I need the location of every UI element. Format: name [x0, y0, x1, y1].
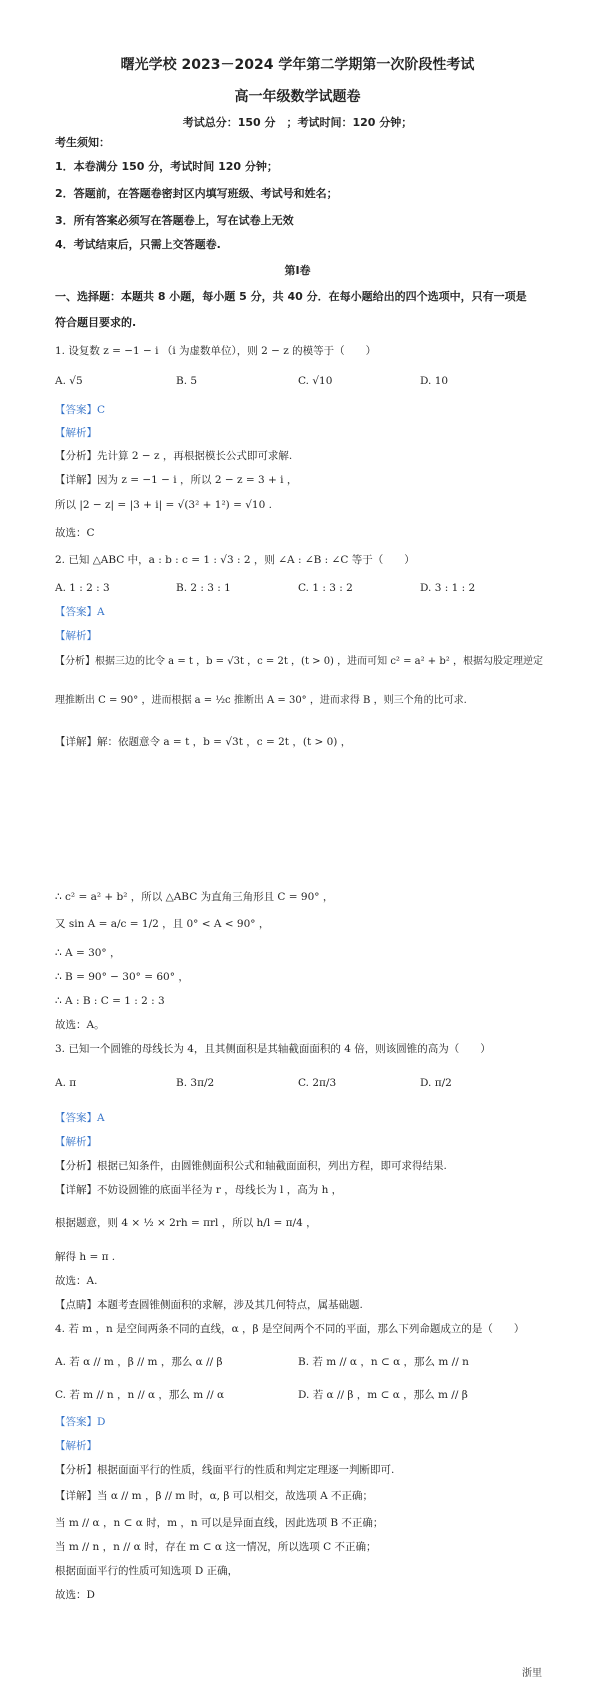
q2-answer: 【答案】A: [55, 606, 105, 618]
q4-step: 根据面面平行的性质可知选项 D 正确，: [55, 1565, 239, 1577]
q2-fenxi: 【分析】根据三边的比令 a = t ，b = √3t ，c = 2t ，(t > 0) ，进而可知 c² = a² + b² ，根据勾股定理逆定: [55, 656, 543, 667]
q4-step: 当 m // n ，n // α 时，存在 m ⊂ α 这一情况，所以选项 C 不正确；: [55, 1541, 377, 1553]
notice-item: 4．考试结束后，只需上交答题卷.: [55, 238, 221, 251]
question-4-stem: 4. 若 m ，n 是空间两条不同的直线，α ，β 是空间两个不同的平面，那么下列命题成立的是（ ）: [55, 1323, 525, 1335]
q3-dianjing: 【点睛】本题考查圆锥侧面积的求解，涉及其几何特点，属基础题.: [55, 1299, 363, 1311]
notice-item: 1．本卷满分 150 分，考试时间 120 分钟；: [55, 160, 278, 173]
q2-analysis-tag: 【解析】: [55, 630, 97, 642]
q2-fenxi: 理推断出 C = 90° ，进而根据 a = ½c 推断出 A = 30° ，进而求得 B ，则三个角的比可求.: [55, 695, 467, 706]
q4-choice: 故选：D: [55, 1589, 95, 1601]
q1-analysis-tag: 【解析】: [55, 427, 97, 439]
q3-option-b: B. 3π/2: [176, 1077, 215, 1089]
q1-xiangjie: 【详解】因为 z = −1 − i ，所以 2 − z = 3 + i ，: [55, 474, 298, 486]
section-intro: 符合题目要求的.: [55, 316, 137, 329]
notice-heading: 考生须知：: [55, 136, 110, 149]
q2-step: ∴ A = 30° ，: [55, 947, 121, 959]
q1-calc: 所以 |2 − z| = |3 + i| = √(3² + 1²) = √10 .: [55, 499, 272, 511]
exam-meta: 考试总分：150 分 ；考试时间：120 分钟；: [182, 116, 413, 129]
q1-option-d: D. 10: [420, 375, 449, 387]
q2-option-c: C. 1 : 3 : 2: [298, 582, 353, 594]
q2-step: 又 sin A = a/c = 1/2 ，且 0° < A < 90° ，: [55, 918, 270, 930]
q1-fenxi: 【分析】先计算 2 − z ，再根据模长公式即可求解.: [55, 450, 293, 462]
q2-xiangjie: 【详解】解：依题意令 a = t ，b = √3t ，c = 2t ，(t > 0) ，: [55, 736, 352, 748]
q4-fenxi: 【分析】根据面面平行的性质，线面平行的性质和判定定理逐一判断即可.: [55, 1464, 395, 1476]
q2-option-b: B. 2 : 3 : 1: [176, 582, 231, 594]
q1-option-a: A. √5: [55, 375, 83, 387]
q3-answer: 【答案】A: [55, 1112, 105, 1124]
q2-choice: 故选：A。: [55, 1019, 105, 1031]
q3-analysis-tag: 【解析】: [55, 1136, 97, 1148]
q1-choice: 故选：C: [55, 527, 95, 539]
q1-option-c: C. √10: [298, 375, 333, 387]
q2-option-d: D. 3 : 1 : 2: [420, 582, 476, 594]
question-2-stem: 2. 已知 △ABC 中，a : b : c = 1 : √3 : 2 ，则 ∠A : ∠B : ∠C 等于（ ）: [55, 554, 415, 566]
q4-option-c: C. 若 m // n ，n // α ，那么 m // α: [55, 1389, 225, 1401]
notice-item: 2．答题前，在答题卷密封区内填写班级、考试号和姓名；: [55, 187, 338, 200]
q4-answer: 【答案】D: [55, 1416, 106, 1428]
q3-option-c: C. 2π/3: [298, 1077, 337, 1089]
q3-calc: 根据题意，则 4 × ½ × 2rh = πrl ，所以 h/l = π/4 ，: [55, 1217, 317, 1229]
q2-step: ∴ A : B : C = 1 : 2 : 3: [55, 995, 165, 1007]
q4-option-b: B. 若 m // α ，n ⊂ α ，那么 m // n: [298, 1356, 469, 1368]
q3-choice: 故选：A.: [55, 1275, 98, 1287]
q4-option-d: D. 若 α // β ，m ⊂ α ，那么 m // β: [298, 1389, 468, 1401]
q3-xiangjie: 【详解】不妨设圆锥的底面半径为 r ，母线长为 l ，高为 h ，: [55, 1184, 343, 1196]
q2-step: ∴ c² = a² + b² ，所以 △ABC 为直角三角形且 C = 90° ，: [55, 891, 334, 903]
q3-fenxi: 【分析】根据已知条件，由圆锥侧面积公式和轴截面面积，列出方程，即可求得结果.: [55, 1160, 447, 1172]
q3-result: 解得 h = π .: [55, 1251, 116, 1263]
question-3-stem: 3. 已知一个圆锥的母线长为 4，且其侧面积是其轴截面面积的 4 倍，则该圆锥的高为（ ）: [55, 1043, 491, 1055]
q3-option-d: D. π/2: [420, 1077, 452, 1089]
exam-title: 曙光学校 2023－2024 学年第二学期第一次阶段性考试: [120, 57, 475, 73]
q2-option-a: A. 1 : 2 : 3: [55, 582, 110, 594]
exam-subtitle: 高一年级数学试题卷: [234, 89, 361, 105]
q1-answer: 【答案】C: [55, 404, 106, 416]
question-1-stem: 1. 设复数 z = −1 − i （i 为虚数单位），则 2 − z 的模等于（ ）: [55, 345, 377, 357]
volume-heading: 第Ⅰ卷: [284, 264, 311, 277]
q4-step: 当 m // α ，n ⊂ α 时，m ，n 可以是异面直线，因此选项 B 不正确；: [55, 1517, 384, 1529]
q4-option-a: A. 若 α // m ，β // m ，那么 α // β: [55, 1356, 223, 1368]
notice-item: 3．所有答案必须写在答题卷上，写在试卷上无效: [55, 214, 294, 227]
q4-analysis-tag: 【解析】: [55, 1440, 97, 1452]
q2-step: ∴ B = 90° − 30° = 60° ，: [55, 971, 189, 983]
q3-option-a: A. π: [55, 1077, 77, 1089]
q1-option-b: B. 5: [176, 375, 198, 387]
q4-xiangjie: 【详解】当 α // m ，β // m 时，α, β 可以相交，故选项 A 不正确；: [55, 1490, 374, 1502]
footer-mark: 浙里: [522, 1668, 542, 1679]
section-intro: 一、选择题：本题共 8 小题，每小题 5 分，共 40 分．在每小题给出的四个选项中，只有一项是: [55, 290, 527, 303]
